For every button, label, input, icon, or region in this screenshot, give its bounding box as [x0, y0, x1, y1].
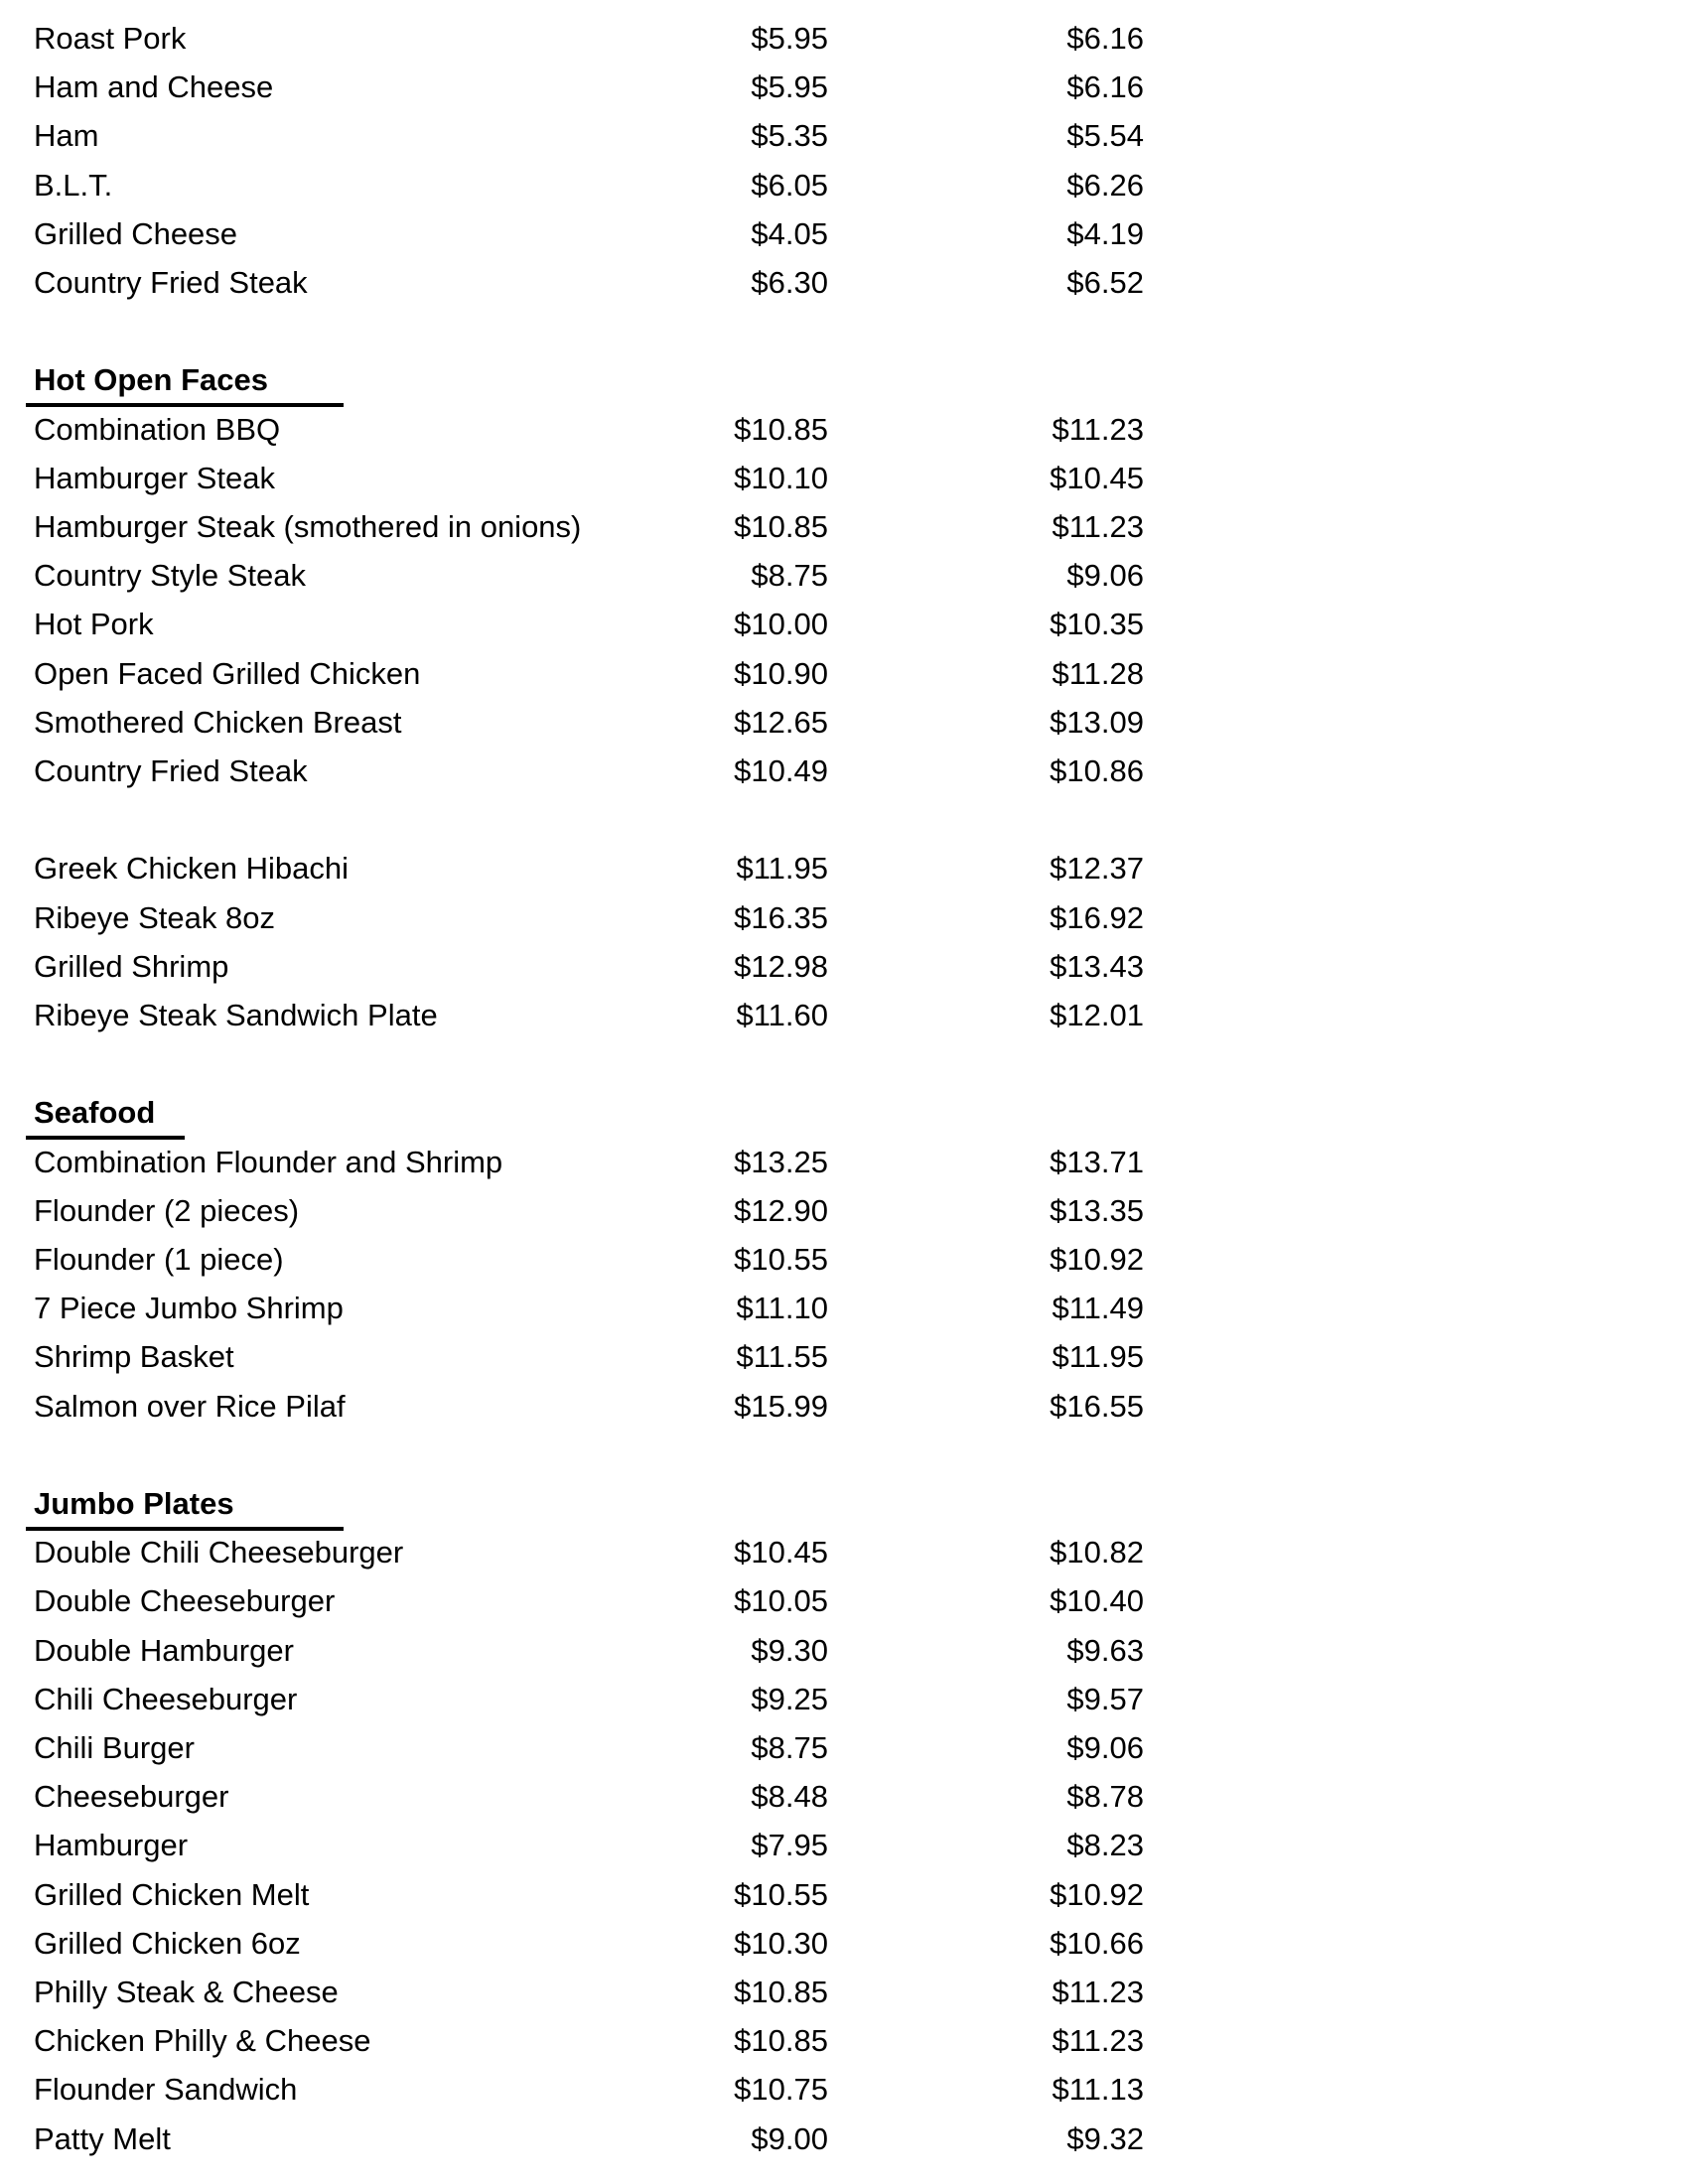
menu-item-row	[0, 63, 1688, 111]
menu-item-price-1: $10.55	[734, 1242, 828, 1277]
menu-item-row	[0, 1382, 1688, 1431]
menu-item-price-1: $10.75	[734, 2072, 828, 2108]
menu-item-name: Flounder (2 pieces)	[34, 1192, 300, 1228]
menu-item-price-1: $9.25	[751, 1681, 828, 1716]
menu-item-name: Chili Burger	[34, 1730, 195, 1765]
menu-item-price-2: $13.09	[1050, 704, 1144, 740]
menu-item-row	[0, 600, 1688, 648]
menu-item-row	[0, 454, 1688, 502]
menu-item-row	[0, 747, 1688, 795]
menu-item-price-2: $11.28	[1052, 655, 1144, 691]
menu-item-row	[0, 1626, 1688, 1675]
menu-item-row	[0, 1332, 1688, 1381]
menu-item-row	[0, 991, 1688, 1039]
menu-item-row	[0, 161, 1688, 209]
menu-item-price-1: $8.75	[751, 558, 828, 594]
menu-item-name: 7 Piece Jumbo Shrimp	[34, 1291, 344, 1326]
menu-item-row	[0, 1919, 1688, 1968]
menu-item-name: Double Hamburger	[34, 1632, 294, 1668]
menu-item-name: Shrimp Basket	[34, 1339, 234, 1375]
menu-item-name: Country Style Steak	[34, 558, 306, 594]
menu-item-price-1: $10.05	[734, 1583, 828, 1619]
menu-item-price-2: $9.63	[1066, 1632, 1144, 1668]
menu-item-price-1: $15.99	[734, 1388, 828, 1424]
menu-item-price-2: $11.23	[1052, 2023, 1144, 2059]
menu-item-name: Chicken Philly & Cheese	[34, 2023, 371, 2059]
menu-item-row	[0, 2016, 1688, 2065]
section-heading-row	[0, 1479, 1688, 1528]
menu-item-price-1: $11.55	[736, 1339, 828, 1375]
menu-item-row	[0, 698, 1688, 747]
menu-item-row	[0, 258, 1688, 307]
menu-item-price-2: $8.23	[1066, 1828, 1144, 1863]
menu-item-price-1: $10.49	[734, 753, 828, 788]
menu-item-name: Ham	[34, 118, 99, 154]
menu-item-row	[0, 502, 1688, 551]
menu-item-name: Hamburger	[34, 1828, 189, 1863]
menu-item-name: Ribeye Steak 8oz	[34, 899, 275, 935]
menu-item-price-1: $11.95	[736, 851, 828, 887]
menu-item-price-2: $10.40	[1050, 1583, 1144, 1619]
menu-item-row	[0, 649, 1688, 698]
menu-item-price-1: $11.60	[736, 998, 828, 1032]
menu-item-name: Greek Chicken Hibachi	[34, 851, 350, 887]
menu-item-price-2: $10.92	[1050, 1876, 1144, 1912]
menu-item-row	[0, 1870, 1688, 1919]
menu-item-row	[0, 2065, 1688, 2114]
menu-item-name: Double Chili Cheeseburger	[34, 1535, 404, 1570]
section-heading-seafood: Seafood	[34, 1095, 156, 1131]
menu-item-price-1: $10.10	[734, 460, 828, 495]
section-heading-jumbo-plates: Jumbo Plates	[34, 1486, 234, 1521]
menu-item-price-2: $11.95	[1052, 1339, 1144, 1375]
menu-item-row	[0, 14, 1688, 63]
menu-item-price-2: $11.23	[1052, 509, 1144, 544]
section-heading-row	[0, 1088, 1688, 1137]
menu-item-price-2: $6.16	[1066, 21, 1144, 56]
menu-item-row	[0, 1284, 1688, 1332]
menu-item-price-1: $8.48	[751, 1779, 828, 1815]
menu-item-name: Flounder (1 piece)	[34, 1242, 284, 1277]
menu-item-price-1: $12.65	[734, 704, 828, 740]
menu-item-name: Open Faced Grilled Chicken	[34, 655, 421, 691]
menu-item-name: Salmon over Rice Pilaf	[34, 1388, 346, 1424]
menu-item-price-2: $13.71	[1050, 1144, 1144, 1179]
menu-item-row	[0, 1235, 1688, 1284]
menu-item-price-1: $10.55	[734, 1876, 828, 1912]
menu-item-price-1: $10.00	[734, 607, 828, 642]
menu-item-price-2: $16.92	[1050, 899, 1144, 935]
menu-item-row	[0, 111, 1688, 160]
menu-item-price-1: $5.95	[751, 21, 828, 56]
menu-item-price-1: $5.95	[751, 69, 828, 105]
menu-item-price-1: $7.95	[751, 1828, 828, 1863]
menu-item-price-1: $16.35	[734, 899, 828, 935]
menu-item-price-1: $13.25	[734, 1144, 828, 1179]
menu-item-price-2: $6.52	[1066, 265, 1144, 300]
menu-item-row	[0, 1138, 1688, 1186]
menu-item-price-2: $5.54	[1066, 118, 1144, 154]
menu-item-price-2: $9.06	[1066, 558, 1144, 594]
menu-item-name: Double Cheeseburger	[34, 1583, 336, 1619]
menu-item-name: Grilled Chicken 6oz	[34, 1925, 301, 1961]
menu-item-price-2: $10.86	[1050, 753, 1144, 788]
menu-item-row	[0, 1968, 1688, 2016]
menu-item-price-2: $13.43	[1050, 948, 1144, 984]
menu-item-price-1: $8.75	[751, 1730, 828, 1765]
menu-item-price-2: $12.37	[1050, 851, 1144, 887]
menu-item-price-2: $9.57	[1066, 1681, 1144, 1716]
menu-item-price-1: $12.98	[734, 948, 828, 984]
menu-item-price-1: $5.35	[751, 118, 828, 154]
menu-item-price-1: $9.30	[751, 1632, 828, 1668]
menu-item-price-1: $6.30	[751, 265, 828, 300]
menu-item-price-1: $10.30	[734, 1925, 828, 1961]
section-heading-hot-open-faces: Hot Open Faces	[34, 362, 268, 398]
menu-item-price-2: $11.13	[1052, 2072, 1144, 2108]
menu-item-price-2: $10.82	[1050, 1535, 1144, 1570]
menu-item-row	[0, 1821, 1688, 1869]
menu-item-price-2: $10.92	[1050, 1242, 1144, 1277]
menu-item-name: Cheeseburger	[34, 1779, 229, 1815]
menu-item-price-1: $6.05	[751, 167, 828, 203]
menu-item-name: Grilled Chicken Melt	[34, 1876, 310, 1912]
menu-item-name: Hamburger Steak (smothered in onions)	[34, 509, 582, 544]
menu-item-row	[0, 1528, 1688, 1576]
menu-item-name: Hot Pork	[34, 607, 154, 642]
menu-item-name: Grilled Shrimp	[34, 948, 229, 984]
menu-item-price-1: $10.85	[734, 411, 828, 447]
menu-item-price-2: $16.55	[1050, 1388, 1144, 1424]
menu-item-price-1: $4.05	[751, 215, 828, 251]
menu-item-price-2: $11.49	[1052, 1291, 1144, 1326]
menu-item-row	[0, 893, 1688, 942]
menu-item-name: B.L.T.	[34, 167, 113, 203]
menu-item-price-2: $6.26	[1066, 167, 1144, 203]
menu-item-name: Country Fried Steak	[34, 753, 308, 788]
menu-item-price-1: $10.85	[734, 509, 828, 544]
menu-item-name: Ham and Cheese	[34, 69, 274, 105]
menu-item-name: Patty Melt	[34, 2120, 171, 2156]
menu-item-price-2: $11.23	[1052, 411, 1144, 447]
menu-item-price-2: $12.01	[1050, 998, 1144, 1032]
menu-item-price-2: $11.23	[1052, 1975, 1144, 2009]
menu-item-price-2: $4.19	[1066, 215, 1144, 251]
menu-item-price-1: $10.85	[734, 2023, 828, 2059]
menu-item-price-1: $9.00	[751, 2120, 828, 2156]
section-heading-row	[0, 355, 1688, 404]
menu-item-name: Chili Cheeseburger	[34, 1681, 298, 1716]
menu-item-name: Hamburger Steak	[34, 460, 275, 495]
menu-item-name: Combination Flounder and Shrimp	[34, 1144, 503, 1179]
menu-item-price-2: $10.45	[1050, 460, 1144, 495]
menu-item-price-2: $10.66	[1050, 1925, 1144, 1961]
menu-item-name: Smothered Chicken Breast	[34, 704, 402, 740]
menu-item-price-2: $13.35	[1050, 1192, 1144, 1228]
menu-item-row	[0, 1675, 1688, 1723]
menu-item-price-1: $10.45	[734, 1535, 828, 1570]
menu-item-row	[0, 1772, 1688, 1821]
menu-item-name: Grilled Cheese	[34, 215, 238, 251]
menu-item-name: Country Fried Steak	[34, 265, 308, 300]
menu-item-name: Combination BBQ	[34, 411, 281, 447]
menu-item-price-2: $10.35	[1050, 607, 1144, 642]
menu-item-row	[0, 405, 1688, 454]
menu-item-price-2: $9.06	[1066, 1730, 1144, 1765]
menu-item-name: Philly Steak & Cheese	[34, 1975, 339, 2009]
menu-item-row	[0, 551, 1688, 600]
menu-item-price-2: $9.32	[1066, 2120, 1144, 2156]
menu-item-name: Flounder Sandwich	[34, 2072, 298, 2108]
menu-item-row	[0, 2115, 1688, 2163]
menu-item-row	[0, 844, 1688, 892]
menu-item-row	[0, 1186, 1688, 1235]
menu-item-price-1: $11.10	[736, 1291, 828, 1326]
menu-item-row	[0, 1723, 1688, 1772]
menu-item-row	[0, 209, 1688, 258]
menu-item-price-2: $6.16	[1066, 69, 1144, 105]
menu-item-row	[0, 1576, 1688, 1625]
menu-item-name: Ribeye Steak Sandwich Plate	[34, 998, 438, 1032]
menu-item-price-1: $10.90	[734, 655, 828, 691]
menu-item-name: Roast Pork	[34, 21, 187, 56]
menu-item-price-1: $12.90	[734, 1192, 828, 1228]
menu-item-price-1: $10.85	[734, 1975, 828, 2009]
menu-item-price-2: $8.78	[1066, 1779, 1144, 1815]
menu-item-row	[0, 942, 1688, 991]
